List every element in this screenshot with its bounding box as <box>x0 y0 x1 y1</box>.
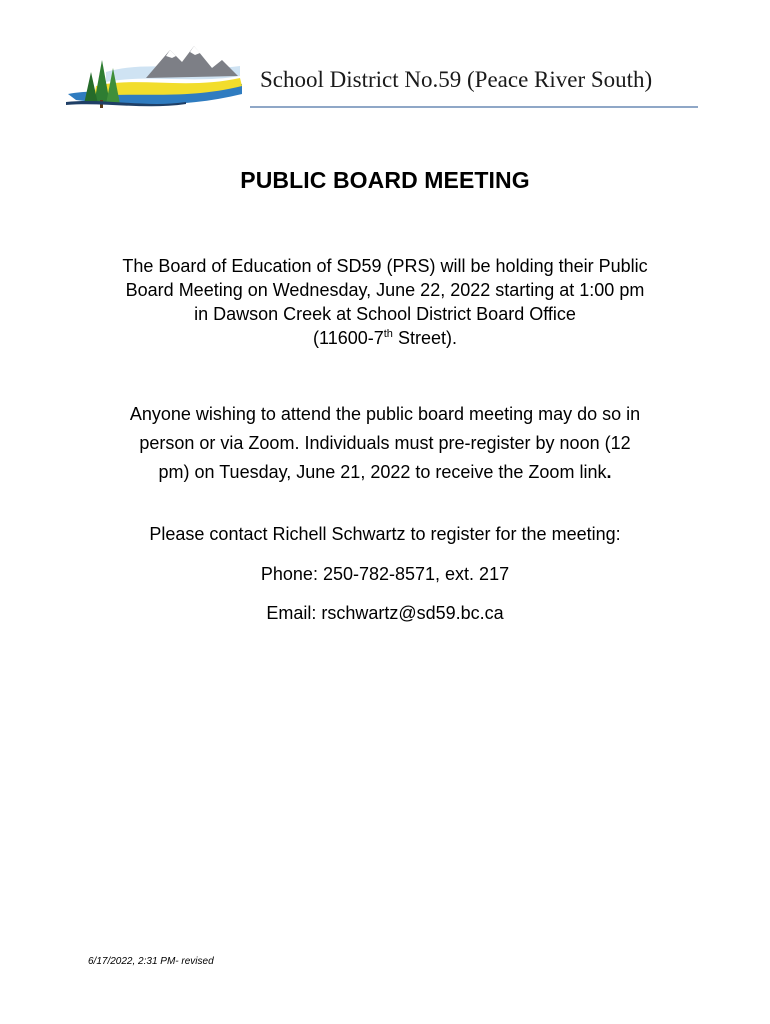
page-title: PUBLIC BOARD MEETING <box>240 167 530 193</box>
school-district-logo <box>66 42 244 116</box>
meeting-details-paragraph <box>60 254 710 350</box>
attendance-line: person or via Zoom. Individuals must pre-register by noon (12 <box>139 433 631 453</box>
meeting-details-line: The Board of Education of SD59 (PRS) will be holding their Public <box>122 256 648 276</box>
meeting-address-line <box>60 326 710 350</box>
meeting-details-line: in Dawson Creek at School District Board Office <box>194 304 576 324</box>
zoom-link-text: pm) on Tuesday, June 21, 2022 to receive the Zoom link <box>158 462 607 482</box>
attendance-paragraph <box>60 400 710 487</box>
ordinal-suffix: th <box>383 328 393 340</box>
header-divider <box>250 106 698 108</box>
address-street: Street). <box>392 328 457 348</box>
contact-email: Email: rschwartz@sd59.bc.ca <box>266 603 504 623</box>
mountain-lake-logo-icon <box>66 42 244 116</box>
revision-timestamp: 6/17/2022, 2:31 PM- revised <box>88 956 214 967</box>
bold-period: . <box>606 462 612 482</box>
district-name-heading: School District No.59 (Peace River South) <box>260 67 653 92</box>
address-number: (11600-7 <box>313 328 384 348</box>
meeting-details-line: Board Meeting on Wednesday, June 22, 2022 starting at 1:00 pm <box>125 280 645 300</box>
attendance-line <box>60 458 710 487</box>
contact-intro: Please contact Richell Schwartz to register for the meeting: <box>149 524 621 544</box>
contact-phone: Phone: 250-782-8571, ext. 217 <box>260 564 510 584</box>
attendance-line: Anyone wishing to attend the public board meeting may do so in <box>129 404 641 424</box>
